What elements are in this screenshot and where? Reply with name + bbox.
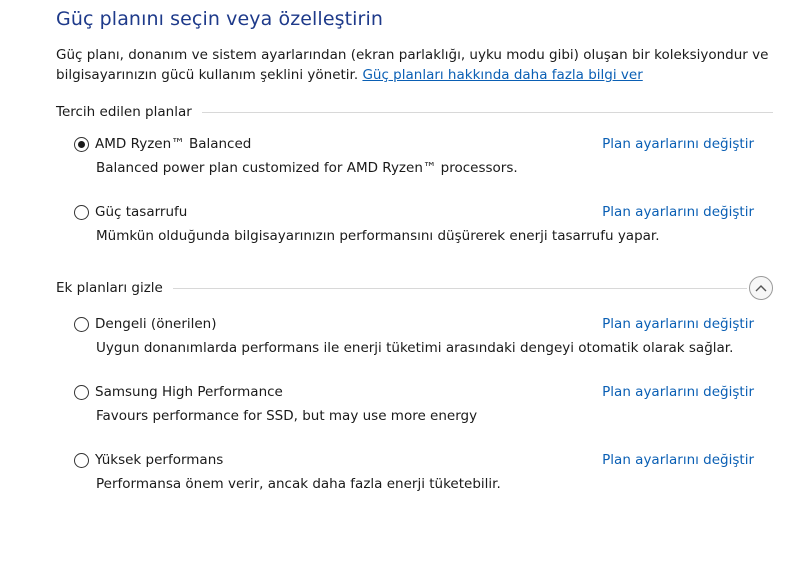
- collapse-button[interactable]: [749, 276, 773, 300]
- change-plan-settings-link[interactable]: Plan ayarlarını değiştir: [602, 136, 754, 152]
- plan-samsung-high-performance: [74, 384, 754, 428]
- plan-description: Uygun donanımlarda performans ile enerji tüketimi arasındaki dengeyi otomatik olarak sağlar.: [96, 340, 734, 356]
- plan-power-saver: [74, 204, 754, 248]
- radio-selected-dot: [78, 141, 85, 148]
- radio-balanced-recommended[interactable]: [74, 317, 89, 332]
- description-line2: bilgisayarınızın gücü kullanım şeklini yönetir.: [56, 67, 363, 83]
- section-divider: [202, 112, 773, 113]
- preferred-plans-label: Tercih edilen planlar: [56, 104, 192, 120]
- plan-name[interactable]: Güç tasarrufu: [95, 204, 188, 220]
- plan-description: Favours performance for SSD, but may use more energy: [96, 408, 478, 424]
- radio-amd-ryzen-balanced[interactable]: [74, 137, 89, 152]
- additional-plans-header: [56, 278, 773, 298]
- section-divider: [173, 288, 747, 289]
- plan-description: Performansa önem verir, ancak daha fazla enerji tüketebilir.: [96, 476, 501, 492]
- page-title: Güç planını seçin veya özelleştirin: [56, 8, 383, 30]
- plan-name[interactable]: AMD Ryzen™ Balanced: [95, 136, 252, 152]
- description-line1: Güç planı, donanım ve sistem ayarlarından (ekran parlaklığı, uyku modu gibi) oluşan bir koleksiyondur ve: [56, 47, 769, 63]
- plan-high-performance: [74, 452, 754, 496]
- chevron-up-icon: [755, 284, 767, 292]
- plan-balanced-recommended: [74, 316, 754, 360]
- change-plan-settings-link[interactable]: Plan ayarlarını değiştir: [602, 452, 754, 468]
- plan-name[interactable]: Yüksek performans: [95, 452, 224, 468]
- plan-description: Mümkün olduğunda bilgisayarınızın performansını düşürerek enerji tasarrufu yapar.: [96, 228, 660, 244]
- learn-more-link[interactable]: Güç planları hakkında daha fazla bilgi ver: [362, 67, 643, 83]
- plan-amd-ryzen-balanced: [74, 136, 754, 180]
- radio-high-performance[interactable]: [74, 453, 89, 468]
- plan-name[interactable]: Dengeli (önerilen): [95, 316, 217, 332]
- radio-samsung-high-performance[interactable]: [74, 385, 89, 400]
- page-description: [56, 45, 786, 85]
- plan-description: Balanced power plan customized for AMD Ryzen™ processors.: [96, 160, 518, 176]
- hide-additional-plans-label[interactable]: Ek planları gizle: [56, 280, 163, 296]
- change-plan-settings-link[interactable]: Plan ayarlarını değiştir: [602, 204, 754, 220]
- preferred-plans-header: [56, 102, 773, 122]
- plan-name[interactable]: Samsung High Performance: [95, 384, 283, 400]
- change-plan-settings-link[interactable]: Plan ayarlarını değiştir: [602, 384, 754, 400]
- change-plan-settings-link[interactable]: Plan ayarlarını değiştir: [602, 316, 754, 332]
- radio-power-saver[interactable]: [74, 205, 89, 220]
